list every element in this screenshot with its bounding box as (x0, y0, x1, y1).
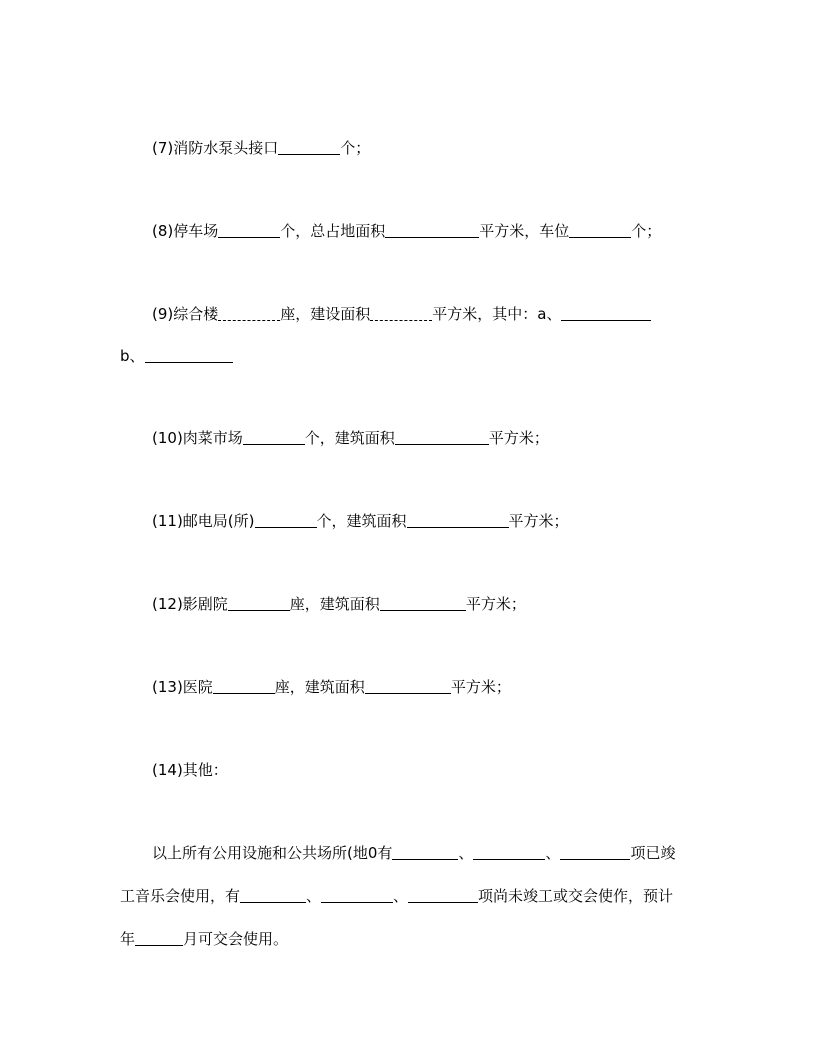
blank-field[interactable] (407, 513, 509, 528)
blank-field[interactable] (278, 140, 340, 155)
blank-field[interactable] (243, 430, 305, 445)
paragraph-line-2: 工音乐会使用，有 、 、 项尚未竣工或交会使作，预计 (120, 887, 674, 905)
item-11: (11)邮电局(所) 个，建筑面积 平方米； (152, 512, 569, 530)
blank-field[interactable] (380, 596, 466, 611)
item-8: (8)停车场 个，总占地面积 平方米，车位 个； (152, 222, 662, 240)
item-9-continued: b、 (120, 346, 233, 366)
blank-field[interactable] (240, 888, 306, 903)
item-9: (9)综合楼 座，建设面积 平方米，其中：a、 (152, 304, 651, 324)
blank-field[interactable] (473, 845, 545, 860)
blank-field[interactable] (569, 223, 631, 238)
blank-field[interactable] (560, 845, 630, 860)
blank-field[interactable] (213, 679, 275, 694)
blank-field[interactable] (218, 306, 280, 321)
blank-field[interactable] (385, 223, 479, 238)
paragraph-line-3: 年 月可交会使用。 (120, 930, 289, 948)
blank-field[interactable] (365, 679, 451, 694)
item-13: (13)医院 座，建筑面积 平方米； (152, 678, 511, 696)
blank-field[interactable] (135, 931, 183, 946)
item-10: (10)肉菜市场 个，建筑面积 平方米； (152, 429, 549, 447)
blank-field[interactable] (218, 223, 280, 238)
blank-field[interactable] (392, 845, 458, 860)
blank-field[interactable] (370, 306, 432, 321)
blank-field[interactable] (145, 348, 233, 363)
blank-field[interactable] (321, 888, 393, 903)
item-14: (14)其他： (152, 761, 228, 779)
blank-field[interactable] (561, 306, 651, 321)
paragraph-line-1: 以上所有公用设施和公共场所(地0有 、 、 项已竣 (152, 844, 676, 862)
item-7: (7)消防水泵头接口 个； (152, 139, 371, 157)
blank-field[interactable] (228, 596, 290, 611)
blank-field[interactable] (408, 888, 478, 903)
blank-field[interactable] (255, 513, 317, 528)
item-12: (12)影剧院 座，建筑面积 平方米； (152, 595, 526, 613)
blank-field[interactable] (395, 430, 489, 445)
